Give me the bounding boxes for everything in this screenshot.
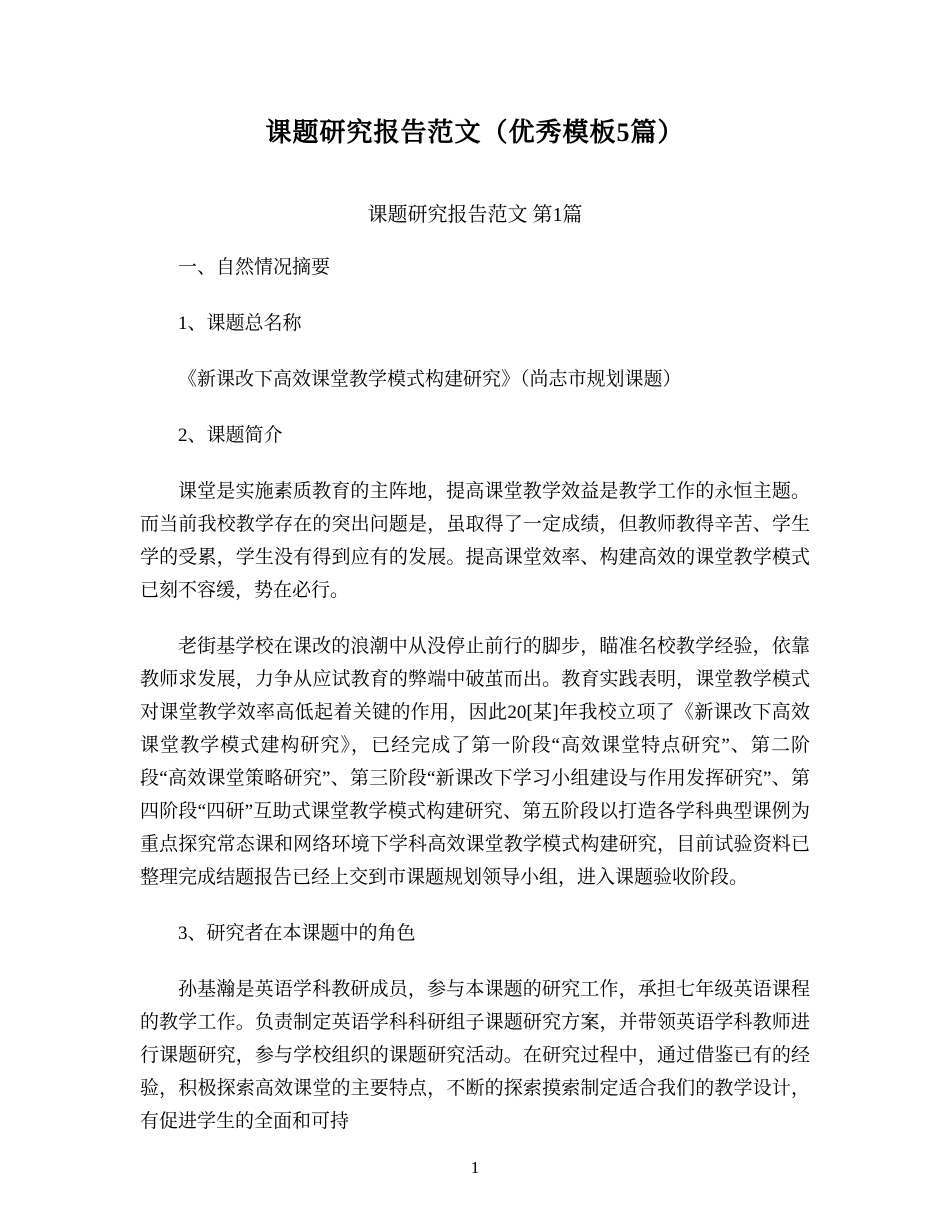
document-subtitle: 课题研究报告范文 第1篇 — [367, 203, 583, 226]
paragraph-school-history: 老街基学校在课改的浪潮中从没停止前行的脚步，瞄准名校教学经验，依靠教师求发展，力争从应试教育的弊端中破茧而出。教育实践表明，课堂教学模式对课堂教学效率高低起着关键的作用，因此20[某]年我校立项了《新课改下高效课堂教学模式建构研究》，已经完成了第一阶段“高效课堂特点研究”、第二阶段“高效课堂策略研究”、第三阶段“新课改下学习小组建设与作用发挥研究”、第四阶段“四研”互助式课堂教学模式构建研究、第五阶段以打造各学科典型课例为重点探究常态课和网络环境下学科高效课堂教学模式构建研究，目前试验资料已整理完成结题报告已经上交到市课题规划领导小组，进入课题验收阶段。 — [140, 635, 810, 888]
document-body — [140, 251, 810, 1138]
heading-topic-intro: 2、课题简介 — [178, 424, 283, 446]
paragraph-classroom: 课堂是实施素质教育的主阵地，提高课堂教学效益是教学工作的永恒主题。而当前我校教学存在的突出问题是，虽取得了一定成绩，但教师教得辛苦、学生学的受累，学生没有得到应有的发展。提高课堂效率、构建高效的课堂教学模式已刻不容缓，势在必行。 — [140, 480, 810, 601]
paragraph-topic-title: 《新课改下高效课堂教学模式构建研究》（尚志市规划课题） — [178, 368, 682, 390]
document-title: 课题研究报告范文（优秀模板5篇） — [265, 118, 685, 147]
heading-natural-overview: 一、自然情况摘要 — [178, 256, 331, 278]
heading-researcher-role: 3、研究者在本课题中的角色 — [178, 922, 416, 944]
heading-topic-name: 1、课题总名称 — [178, 312, 302, 334]
paragraph-researcher: 孙基瀚是英语学科教研成员，参与本课题的研究工作，承担七年级英语课程的教学工作。负责制定英语学科科研组子课题研究方案，并带领英语学科教师进行课题研究，参与学校组织的课题研究活动。在研究过程中，通过借鉴已有的经验，积极探索高效课堂的主要特点，不断的探索摸索制定适合我们的教学设计，有促进学生的全面和可持 — [140, 978, 810, 1132]
page-number: 1 — [470, 1158, 480, 1177]
